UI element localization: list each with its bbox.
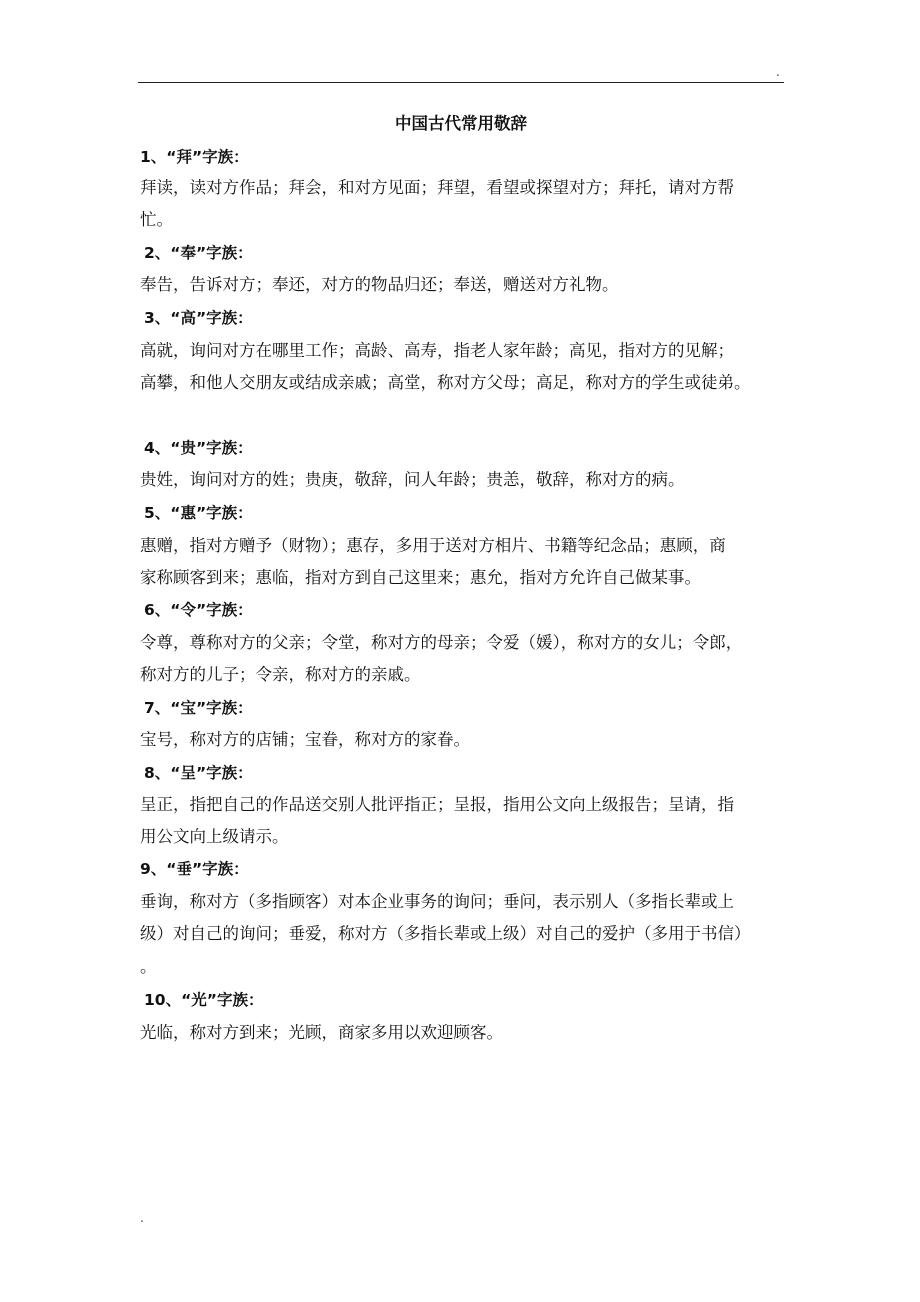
section-heading: 4、“贵”字族：	[144, 439, 253, 457]
section-line: 。	[140, 957, 157, 976]
section-line: 光临，称对方到来；光顾，商家多用以欢迎顾客。	[140, 1023, 503, 1042]
page-title: 中国古代常用敬辞	[395, 114, 527, 133]
section-line: 忙。	[140, 210, 173, 229]
section-line: 级）对自己的询问；垂爱，称对方（多指长辈或上级）对自己的爱护（多用于书信）	[140, 924, 751, 943]
section-heading: 5、“惠”字族：	[144, 504, 253, 522]
section-heading: 1、“拜”字族：	[140, 148, 249, 166]
section-line: 高攀，和他人交朋友或结成亲戚；高堂，称对方父母；高足，称对方的学生或徒弟。	[140, 373, 751, 392]
section-heading: 10、“光”字族：	[144, 991, 264, 1009]
section-heading: 9、“垂”字族：	[140, 860, 249, 878]
section-line: 呈正，指把自己的作品送交别人批评指正；呈报，指用公文向上级报告；呈请，指	[140, 795, 734, 814]
header-rule	[138, 82, 784, 83]
section-heading: 7、“宝”字族：	[144, 699, 253, 717]
section-heading: 3、“高”字族：	[144, 309, 253, 327]
section-heading: 2、“奉”字族：	[144, 244, 253, 262]
section-line: 贵姓，询问对方的姓；贵庚，敬辞，问人年龄；贵恙，敬辞，称对方的病。	[140, 470, 685, 489]
section-line: 称对方的儿子；令亲，称对方的亲戚。	[140, 665, 421, 684]
section-line: 高就，询问对方在哪里工作；高龄、高寿，指老人家年龄；高见，指对方的见解；	[140, 341, 734, 360]
section-line: 用公文向上级请示。	[140, 827, 289, 846]
section-line: 令尊，尊称对方的父亲；令堂，称对方的母亲；令爱（媛），称对方的女儿；令郎，	[140, 633, 743, 652]
footer-mark: .	[140, 1211, 144, 1225]
section-line: 惠赠，指对方赠予（财物）；惠存，多用于送对方相片、书籍等纪念品；惠顾，商	[140, 536, 726, 555]
section-line: 拜读，读对方作品；拜会，和对方见面；拜望，看望或探望对方；拜托，请对方帮	[140, 178, 734, 197]
section-heading: 6、“令”字族：	[144, 601, 253, 619]
section-line: 宝号，称对方的店铺；宝眷，称对方的家眷。	[140, 730, 470, 749]
section-line: 家称顾客到来；惠临，指对方到自己这里来；惠允，指对方允许自己做某事。	[140, 568, 701, 587]
section-line: 垂询，称对方（多指顾客）对本企业事务的询问；垂问，表示别人（多指长辈或上	[140, 892, 734, 911]
section-line: 奉告，告诉对方；奉还，对方的物品归还；奉送，赠送对方礼物。	[140, 275, 619, 294]
header-mark: .	[776, 65, 780, 79]
section-heading: 8、“呈”字族：	[144, 764, 253, 782]
